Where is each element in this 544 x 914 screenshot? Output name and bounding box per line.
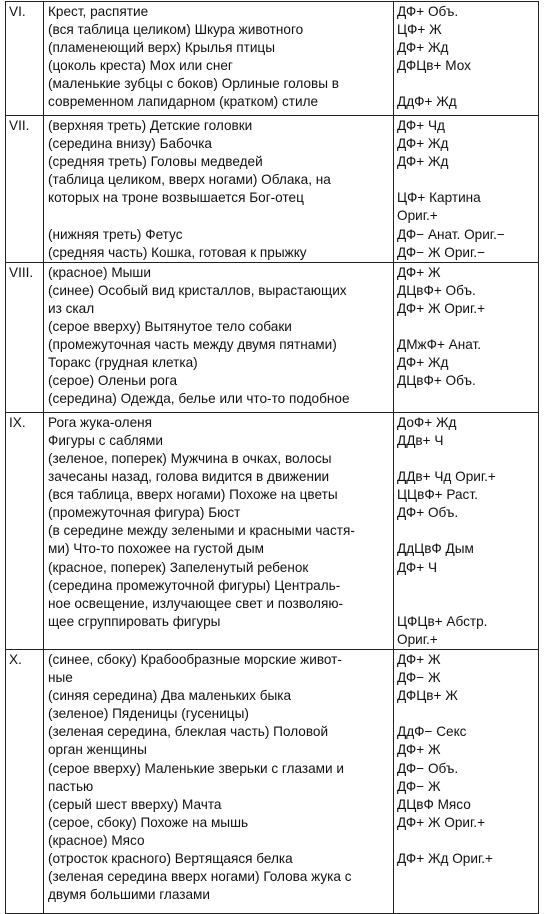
response-line: (середина внизу) Бабочка: [48, 136, 212, 152]
scoring-code: [397, 595, 538, 613]
card-number: IX.: [6, 412, 44, 649]
response-line: ные: [48, 670, 73, 686]
response-line: пастью: [48, 778, 94, 794]
response-line: (средняя треть) Головы медведей: [48, 154, 263, 170]
scoring-code: ДФЦв+ Ж: [397, 688, 458, 704]
response-line: (вся таблица, вверх ногами) Похоже на цветы: [48, 487, 338, 503]
scoring-code: ДФ+ Жд: [397, 40, 449, 56]
scoring-code: ДЦвФ Мясо: [397, 796, 471, 812]
responses-cell: [44, 412, 394, 649]
scoring-code: ЦФ+ Ж: [397, 22, 442, 38]
response-line: (серое, сбоку) Похоже на мышь: [48, 814, 249, 830]
response-line: ное освещение, излучающее свет и позволяю-: [48, 595, 344, 611]
card-row: [6, 116, 539, 263]
rorschach-protocol-table: [5, 1, 539, 914]
responses-cell: [44, 116, 394, 263]
response-line: (отросток красного) Вертящаяся белка: [48, 851, 293, 866]
card-number: VIII.: [6, 262, 44, 412]
scoring-code: ДФ− Анат. Ориг.−: [397, 226, 505, 242]
response-line: (в середине между зелеными и красными частя-: [48, 523, 355, 539]
scoring-code: ДФ− Ж Ориг.−: [397, 244, 486, 260]
card-row: [6, 2, 539, 116]
scoring-code: ДФ+ Ж: [397, 264, 441, 280]
responses-cell: [44, 262, 394, 412]
scoring-code: Ориг.+: [397, 208, 438, 224]
response-line: щее сгруппировать фигуры: [48, 613, 221, 629]
scoring-code: [397, 705, 538, 723]
card-row: [6, 262, 539, 412]
scoring-code: [397, 868, 538, 886]
response-line: (синее, сбоку) Крабообразные морские живот-: [48, 651, 342, 667]
scoring-code: ДФ+ Ж: [397, 651, 441, 667]
response-line: [48, 207, 393, 225]
scoring-code: ДдФ− Секс: [397, 724, 467, 740]
scoring-code: ДдФ+ Жд: [397, 94, 457, 110]
card-number: VI.: [6, 2, 44, 116]
response-line: (зеленое, поперек) Мужчина в очках, волосы: [48, 450, 332, 466]
scoring-cell: [394, 412, 539, 649]
scoring-code: ДФ− Объ.: [397, 760, 459, 776]
scoring-code: ДФЦв+ Мох: [397, 58, 471, 74]
response-line: (вся таблица целиком) Шкура животного: [48, 22, 304, 38]
scoring-code: ДДв+ Чд Ориг.+: [397, 469, 496, 485]
response-line: (зеленое) Пяденицы (гусеницы): [48, 706, 249, 722]
response-line: [48, 631, 393, 649]
scoring-code: ДФ+ Ж: [397, 742, 441, 758]
response-line: (зеленая середина вверх ногами) Голова жука с: [48, 869, 352, 885]
scoring-cell: [394, 262, 539, 412]
scoring-code: [397, 450, 538, 468]
responses-cell: [44, 649, 394, 913]
response-line: (средняя часть) Кошка, готовая к прыжку: [48, 244, 307, 260]
response-line: Рога жука-оленя: [48, 414, 153, 430]
scoring-code: [397, 577, 538, 595]
response-line: (синее) Особый вид кристаллов, вырастающих: [48, 282, 347, 298]
scoring-code: [397, 522, 538, 540]
scoring-code: ДМжФ+ Анат.: [397, 337, 482, 353]
scoring-cell: [394, 2, 539, 116]
scoring-code: ДоФ+ Жд: [397, 414, 457, 430]
response-line: которых на троне возвышается Бог-отец: [48, 190, 304, 206]
protocol-table-body: [6, 2, 539, 914]
card-number: VII.: [6, 116, 44, 263]
scoring-cell: [394, 116, 539, 263]
response-line: (красное) Мыши: [48, 264, 151, 280]
scoring-code: ДЦвФ+ Объ.: [397, 373, 476, 389]
response-line: (промежуточная часть между двумя пятнами): [48, 337, 337, 353]
scoring-code: ЦФ+ Картина: [397, 190, 481, 206]
response-line: (пламенеющий верх) Крылья птицы: [48, 40, 275, 56]
response-line: (цоколь креста) Мох или снег: [48, 58, 233, 74]
scoring-code: ДФ+ Жд Ориг.+: [397, 851, 493, 866]
response-line: (нижняя треть) Фетус: [48, 226, 183, 242]
scoring-code: [397, 390, 538, 408]
response-line: (серое вверху) Вытянутое тело собаки: [48, 319, 292, 335]
response-line: (промежуточная фигура) Бюст: [48, 505, 241, 521]
response-line: (маленькие зубцы с боков) Орлиные головы в: [48, 76, 340, 92]
response-line: ми) Что-то похожее на густой дым: [48, 541, 264, 557]
scoring-code: [397, 318, 538, 336]
scoring-code: ДФ+ Чд: [397, 118, 445, 133]
scoring-code: [397, 75, 538, 93]
scoring-code: ДФ+ Жд: [397, 355, 449, 371]
scoring-code: ДФ+ Ч: [397, 559, 438, 575]
response-line: (таблица целиком, вверх ногами) Облака, на: [48, 172, 331, 188]
scoring-code: [397, 832, 538, 850]
response-line: орган женщины: [48, 742, 147, 758]
scoring-code: ДДв+ Ч: [397, 432, 444, 448]
response-line: (серое) Оленьи рога: [48, 373, 178, 389]
scoring-code: [397, 171, 538, 189]
scoring-code: ДФ+ Жд: [397, 154, 449, 170]
card-row: [6, 412, 539, 649]
response-line: (зеленая середина, блеклая часть) Половой: [48, 724, 329, 740]
scoring-code: ДФ+ Ж Ориг.+: [397, 814, 486, 830]
scoring-cell: [394, 649, 539, 913]
scoring-code: ДФ+ Жд: [397, 136, 449, 152]
response-line: (синяя середина) Два маленьких быка: [48, 688, 292, 704]
card-row: [6, 649, 539, 913]
scoring-code: ДФ− Ж: [397, 670, 441, 686]
response-line: (серый шест вверху) Мачта: [48, 796, 222, 812]
response-line: (серое вверху) Маленькие зверьки с глазами и: [48, 760, 344, 776]
response-line: современном лапидарном (кратком) стиле: [48, 94, 319, 110]
scoring-code: ДдЦвФ Дым: [397, 541, 474, 557]
response-line: (красное, поперек) Запеленутый ребенок: [48, 559, 309, 575]
scoring-code: [397, 886, 538, 904]
scoring-code: ДФ+ Ж Ориг.+: [397, 300, 486, 316]
response-line: из скал: [48, 300, 95, 316]
scoring-code: ДФ+ Объ.: [397, 4, 459, 19]
response-line: зачесаны назад, голова видится в движении: [48, 469, 330, 485]
scoring-code: ДЦвФ+ Объ.: [397, 282, 476, 298]
response-line: (верхняя треть) Детские головки: [48, 118, 253, 133]
scoring-code: ЦФЦв+ Абстр.: [397, 613, 488, 629]
response-line: Фигуры с саблями: [48, 432, 163, 448]
response-line: (середина промежуточной фигуры) Централь-: [48, 577, 341, 593]
scoring-code: ЦЦвФ+ Раст.: [397, 487, 478, 503]
card-number: X.: [6, 649, 44, 913]
responses-cell: [44, 2, 394, 116]
scoring-code: Ориг.+: [397, 631, 438, 647]
scoring-code: ДФ− Ж: [397, 778, 441, 794]
response-line: Крест, распятие: [48, 4, 149, 19]
response-line: (середина) Одежда, белье или что-то подобное: [48, 391, 350, 407]
response-line: (красное) Мясо: [48, 832, 145, 848]
scoring-code: ДФ+ Объ.: [397, 505, 459, 521]
response-line: двумя большими глазами: [48, 887, 210, 903]
response-line: Торакс (грудная клетка): [48, 355, 198, 371]
